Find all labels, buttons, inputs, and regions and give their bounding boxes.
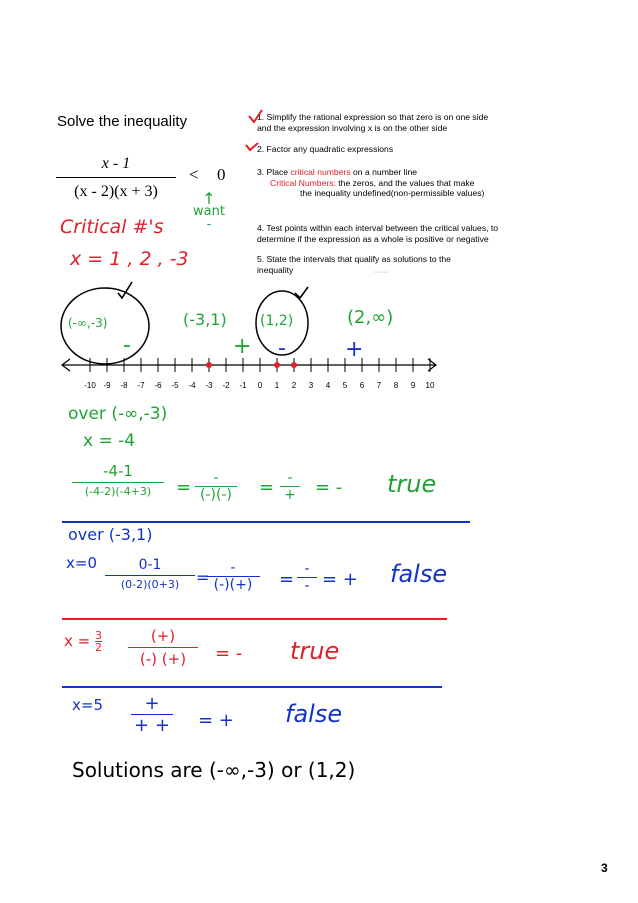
tick-label: -6 [154,381,162,390]
step-4-line-1: 4. Test points within each interval between the critical values, to [257,223,499,233]
up-arrow-icon: ↑ [202,189,216,208]
want-annotation [193,189,225,232]
critical-numbers-line-2: the inequality undefined(non-permissible values) [300,188,485,198]
page-number: 3 [601,861,608,875]
interval-3: (1,2) [260,313,294,329]
divider-2 [62,618,447,620]
test-4-denominator: + + [134,715,170,736]
test-1-denominator: (-4-2)(-4+3) [84,485,152,498]
test-1-f3-den: + [284,487,296,503]
test-3-x [64,630,102,653]
tick-label: -4 [188,381,196,390]
tick-label: -2 [222,381,230,390]
interval-sign-4: + [345,337,364,362]
interval-sign-1: - [123,333,131,358]
test-1-verdict: true [387,470,437,498]
test-2-equals-2: = [279,569,295,590]
critical-numbers-handwritten: Critical #'s [60,216,164,238]
fraction-denominator: (x - 2)(x + 3) [74,183,158,200]
interval-3-circle [256,291,308,355]
test-2-result: = + [322,569,358,590]
page-title: Solve the inequality [57,113,188,130]
inequality-rhs: 0 [217,165,226,184]
divider-3 [62,686,442,688]
test-3-numerator: (+) [150,627,176,645]
test-4-verdict: false [285,700,343,728]
interval-sign-3: - [278,336,286,361]
test-2-numerator: 0-1 [138,557,162,573]
test-2-fraction [105,557,195,591]
test-2-equals-1: = [196,568,210,587]
test-4-result: = + [198,710,234,731]
tick-label: -9 [103,381,111,390]
test-3-denominator: (-) (+) [139,650,187,668]
test-1-f2-den: (-)(-) [200,487,232,503]
test-1-result: = - [315,477,343,498]
step-1 [257,112,488,133]
test-2-header: over (-3,1) [68,525,153,544]
test-2-bar [105,575,195,576]
test-1-equals-2: = [259,477,275,498]
test-3-x-prefix: x = [64,632,91,650]
critical-point [274,362,280,368]
step-3-prefix: 3. Place [257,167,291,177]
test-2-f3-num: - [304,561,310,577]
step-3 [257,167,484,199]
test-3-x-num: 3 [95,629,102,642]
tick-label: -10 [84,381,96,390]
test-1-numerator: -4-1 [103,462,133,480]
tick-label: 3 [308,381,314,390]
step-2: 2. Factor any quadratic expressions [257,144,394,154]
tick-label: 4 [325,381,331,390]
tick-label: -5 [171,381,179,390]
step-5-line-2: inequality [257,264,294,275]
step-5-line-1: 5. State the intervals that qualify as solutions to the [257,254,451,264]
test-1-bar [72,482,164,483]
test-3-bar [128,647,198,648]
test-1-fraction [72,462,164,498]
test-2-x: x=0 [66,554,97,572]
critical-point [291,362,297,368]
test-1-x: x = -4 [83,431,136,451]
step-4-line-2: determine if the expression as a whole is positive or negative [257,233,489,244]
test-1-equals-1: = [176,477,192,498]
interval-sign-2: + [233,334,252,359]
tick-label: 8 [393,381,399,390]
test-2-denominator: (0-2)(0+3) [120,578,180,591]
test-4-x: x=5 [72,696,103,714]
test-2-f2-num: - [230,560,236,576]
tick-label: 10 [425,381,435,390]
test-1-header: over (-∞,-3) [68,404,168,424]
test-4-fraction [131,693,173,736]
divider-1 [62,521,470,523]
test-2-f3-den: - [304,578,310,594]
critical-numbers-label: Critical Numbers: [270,177,336,188]
test-2-f2-den: (-)(+) [213,577,253,593]
tick-label: 5 [342,381,348,390]
step-5-watermark: SmartTutor [373,269,389,274]
step-3-highlight: critical numbers [290,167,351,177]
critical-numbers-text: the zeros, and the values that make [335,177,475,188]
tick-label: 0 [257,381,263,390]
tick-label: 1 [274,381,280,390]
test-3-x-den: 2 [95,641,102,654]
step-1-line-2: and the expression involving x is on the other side [257,122,448,133]
step-1-check-icon [249,110,262,122]
step-4 [257,223,498,244]
step-3-suffix: on a number line [350,167,418,177]
want-label: want [193,204,225,219]
critical-point [206,362,212,368]
critical-values-handwritten: x = 1 , 2 , -3 [70,248,189,270]
tick-label: 9 [410,381,416,390]
step-2-check-icon [246,143,258,150]
test-3-fraction [128,627,198,668]
test-2-verdict: false [390,560,448,588]
test-4-numerator: + [144,693,160,714]
tick-label: -8 [120,381,128,390]
step-checkmarks [244,104,264,164]
tick-label: -1 [239,381,247,390]
test-2-fraction-2 [206,560,260,593]
tick-label: 6 [359,381,365,390]
number-line [60,355,440,395]
interval-1-circle [61,288,149,364]
solution-statement: Solutions are (-∞,-3) or (1,2) [72,758,356,782]
test-1-fraction-3 [280,470,300,503]
tick-label: -7 [137,381,145,390]
test-2-fraction-3 [297,561,317,594]
fraction-numerator: x - 1 [101,155,131,172]
tick-label: 7 [376,381,382,390]
test-3-verdict: true [290,637,340,665]
test-1-f2-num: - [213,470,219,486]
tick-label: -3 [205,381,213,390]
test-1-f3-num: - [287,470,293,486]
step-5 [257,254,451,277]
interval-1: (-∞,-3) [68,316,108,330]
interval-4: (2,∞) [347,307,394,328]
step-1-line-1: 1. Simplify the rational expression so that zero is on one side [257,112,489,122]
want-sign: - [206,217,212,232]
tick-label: 2 [291,381,297,390]
test-1-fraction-2 [195,470,237,503]
test-3-result: = - [215,643,243,664]
interval-2: (-3,1) [183,310,227,329]
inequality-fraction [56,155,176,201]
inequality-operator: < [189,165,199,184]
